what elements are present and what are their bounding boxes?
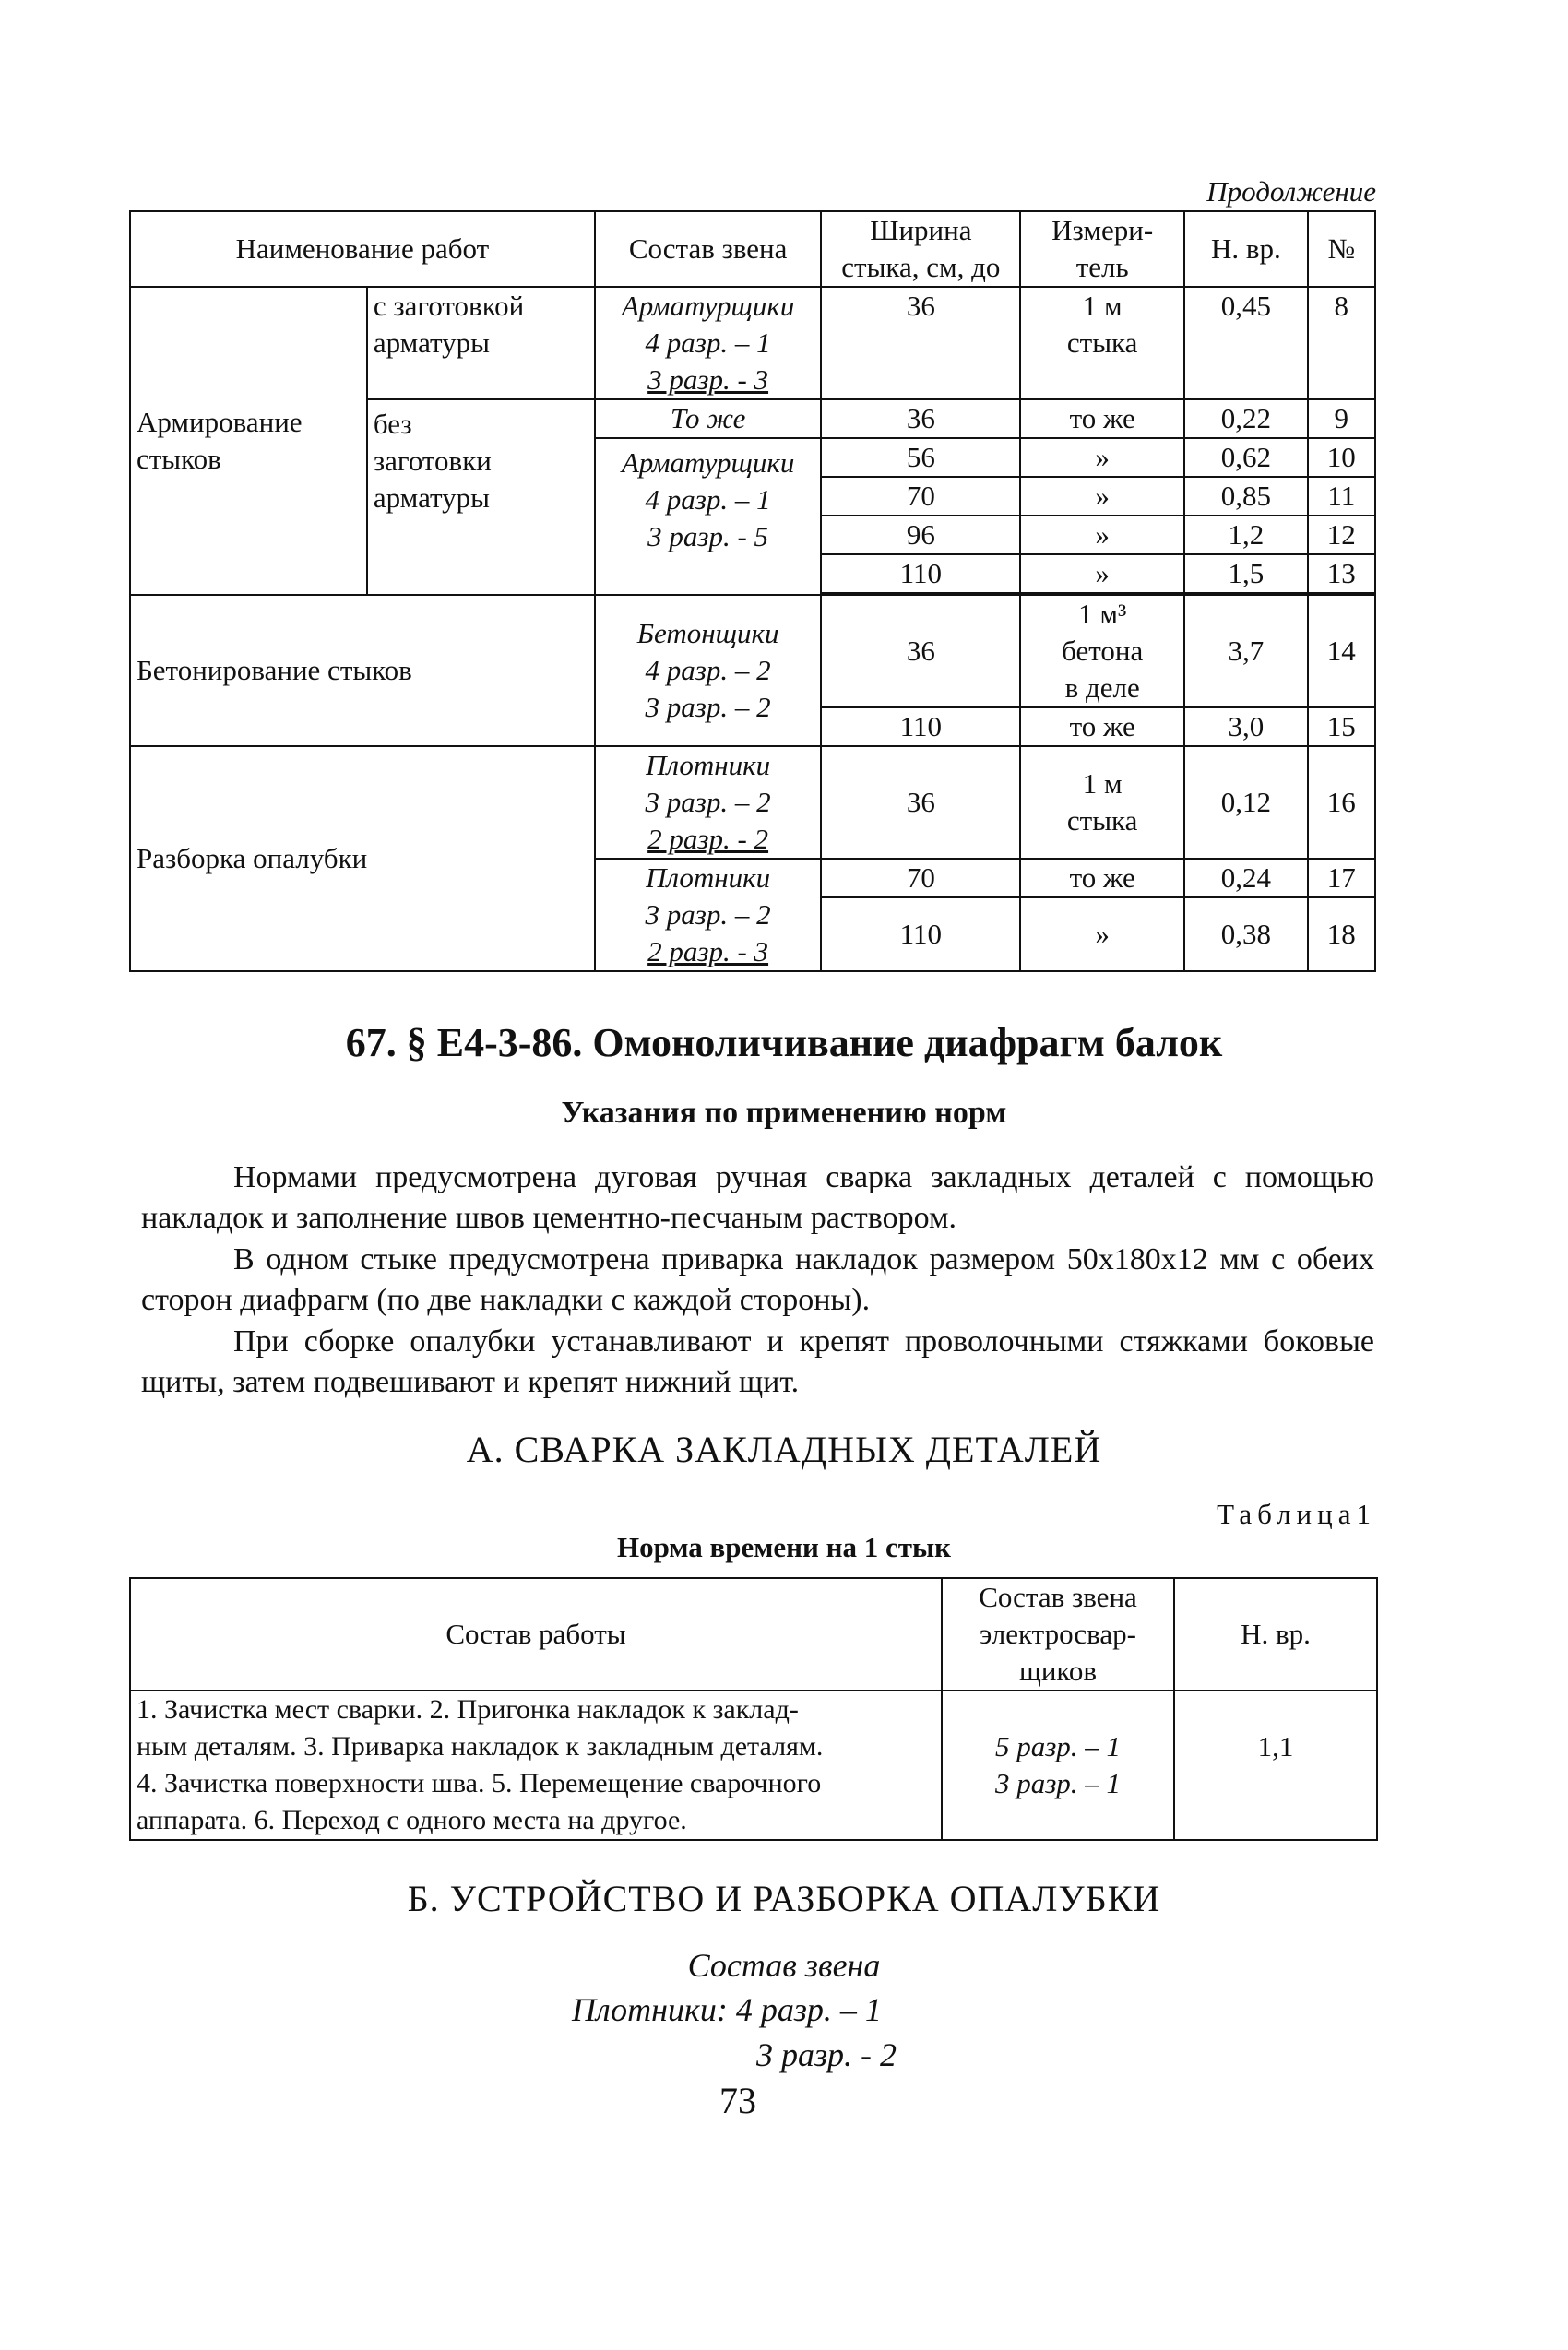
formwork-label: Разборка опалубки — [130, 746, 595, 971]
table-caption: Норма времени на 1 стык — [616, 1531, 952, 1563]
norm-cell: 0,12 — [1184, 746, 1307, 859]
width-cell: 110 — [821, 554, 1020, 593]
unit-cell: 1 м стыка — [1020, 287, 1184, 399]
norm-cell: 3,7 — [1184, 595, 1307, 707]
unit-cell: 1 м³ бетона в деле — [1020, 595, 1184, 707]
paragraph: При сборке опалубки устанавливают и крепят проволочными стяжками боковые щиты, затем подвешивают и крепят нижний щит. — [141, 1324, 1374, 1399]
header-unit: Измери- тель — [1020, 211, 1184, 287]
crew-formwork-1: Плотники 3 разр. – 2 2 разр. - 2 — [595, 746, 822, 859]
norm-cell: 1,1 — [1174, 1691, 1377, 1840]
continuation-label: Продолжение — [1206, 175, 1376, 208]
unit-cell: » — [1020, 438, 1184, 477]
heading-a: А. СВАРКА ЗАКЛАДНЫХ ДЕТАЛЕЙ — [466, 1429, 1102, 1470]
with-prep-label: с заготовкой арматуры — [367, 287, 595, 399]
table-header-row — [130, 211, 1375, 287]
paragraph: Нормами предусмотрена дуговая ручная сварка закладных деталей с помощью накладок и заполнение швов цементно-песчаным раствором. — [141, 1160, 1374, 1235]
unit-cell: » — [1020, 897, 1184, 971]
crew-reinforcement-2: Арматурщики 4 разр. – 1 3 разр. - 5 — [595, 438, 822, 595]
table-label: Таблица1 — [1217, 1498, 1376, 1530]
unit-cell: » — [1020, 516, 1184, 554]
width-cell: 70 — [821, 477, 1020, 516]
unit-cell: то же — [1020, 399, 1184, 438]
norm-cell: 0,62 — [1184, 438, 1307, 477]
unit-cell: » — [1020, 477, 1184, 516]
unit-cell: то же — [1020, 859, 1184, 897]
table-row — [130, 746, 1375, 859]
num-cell: 10 — [1308, 438, 1375, 477]
unit-cell: то же — [1020, 707, 1184, 746]
norm-cell: 0,24 — [1184, 859, 1307, 897]
section-subtitle: Указания по применению норм — [561, 1096, 1007, 1130]
crew-reinforcement-1: Арматурщики 4 разр. – 1 3 разр. - 3 — [595, 287, 822, 399]
crew-welders: 5 разр. – 1 3 разр. – 1 — [942, 1691, 1174, 1840]
width-cell: 36 — [821, 746, 1020, 859]
norms-table-continued — [129, 210, 1376, 972]
width-cell: 96 — [821, 516, 1020, 554]
norm-cell: 3,0 — [1184, 707, 1307, 746]
norm-cell: 0,22 — [1184, 399, 1307, 438]
without-prep-label: без заготовки арматуры — [367, 399, 595, 595]
concreting-label: Бетонирование стыков — [130, 595, 595, 746]
num-cell: 12 — [1308, 516, 1375, 554]
header-norm: Н. вр. — [1184, 211, 1307, 287]
header-width: Ширина стыка, см, до — [821, 211, 1020, 287]
table-row — [130, 287, 1375, 399]
width-cell: 36 — [821, 287, 1020, 399]
crew-formwork-2: Плотники 3 разр. – 2 2 разр. - 3 — [595, 859, 822, 971]
num-cell: 9 — [1308, 399, 1375, 438]
table-row — [130, 1691, 1377, 1840]
header-work: Состав работы — [130, 1578, 942, 1691]
crew-title: Состав звена — [687, 1947, 881, 1984]
num-cell: 8 — [1308, 287, 1375, 399]
num-cell: 16 — [1308, 746, 1375, 859]
header-crew: Состав звена электросвар- щиков — [942, 1578, 1174, 1691]
heading-b: Б. УСТРОЙСТВО И РАЗБОРКА ОПАЛУБКИ — [407, 1878, 1161, 1919]
page-number: 73 — [719, 2080, 756, 2121]
norm-cell: 1,5 — [1184, 554, 1307, 593]
paragraph: В одном стыке предусмотрена приварка накладок размером 50х180х12 мм с обеих сторон диафрагм (по две накладки с каждой стороны). — [141, 1242, 1374, 1317]
header-work-name: Наименование работ — [130, 211, 595, 287]
width-cell: 110 — [821, 897, 1020, 971]
section-title: 67. § Е4-3-86. Омоноличивание диафрагм балок — [345, 1020, 1223, 1065]
num-cell: 18 — [1308, 897, 1375, 971]
header-crew: Состав звена — [595, 211, 822, 287]
width-cell: 110 — [821, 707, 1020, 746]
crew-concreting: Бетонщики 4 разр. – 2 3 разр. – 2 — [595, 595, 822, 746]
work-description: 1. Зачистка мест сварки. 2. Пригонка накладок к заклад- ным деталям. 3. Приварка накладок к закладным деталям. 4. Зачистка поверхности шва. 5. Перемещение сварочного аппарата. 6. Переход с одного места на другое. — [130, 1691, 942, 1840]
num-cell: 11 — [1308, 477, 1375, 516]
crew-same: То же — [595, 399, 822, 438]
num-cell: 13 — [1308, 554, 1375, 593]
reinforcement-label: Армирование стыков — [130, 287, 367, 595]
header-norm: Н. вр. — [1174, 1578, 1377, 1691]
width-cell: 70 — [821, 859, 1020, 897]
norm-cell: 0,85 — [1184, 477, 1307, 516]
table-header-row — [130, 1578, 1377, 1691]
num-cell: 14 — [1308, 595, 1375, 707]
header-num: № — [1308, 211, 1375, 287]
unit-cell: 1 м стыка — [1020, 746, 1184, 859]
unit-cell: » — [1020, 554, 1184, 593]
welding-norm-table — [129, 1577, 1378, 1841]
crew-line: Плотники: 4 разр. – 1 — [572, 1991, 882, 2028]
width-cell: 36 — [821, 595, 1020, 707]
num-cell: 17 — [1308, 859, 1375, 897]
num-cell: 15 — [1308, 707, 1375, 746]
width-cell: 56 — [821, 438, 1020, 477]
norm-cell: 0,45 — [1184, 287, 1307, 399]
width-cell: 36 — [821, 399, 1020, 438]
table-row — [130, 595, 1375, 707]
norm-cell: 1,2 — [1184, 516, 1307, 554]
norm-cell: 0,38 — [1184, 897, 1307, 971]
crew-line: 3 разр. - 2 — [756, 2036, 897, 2073]
